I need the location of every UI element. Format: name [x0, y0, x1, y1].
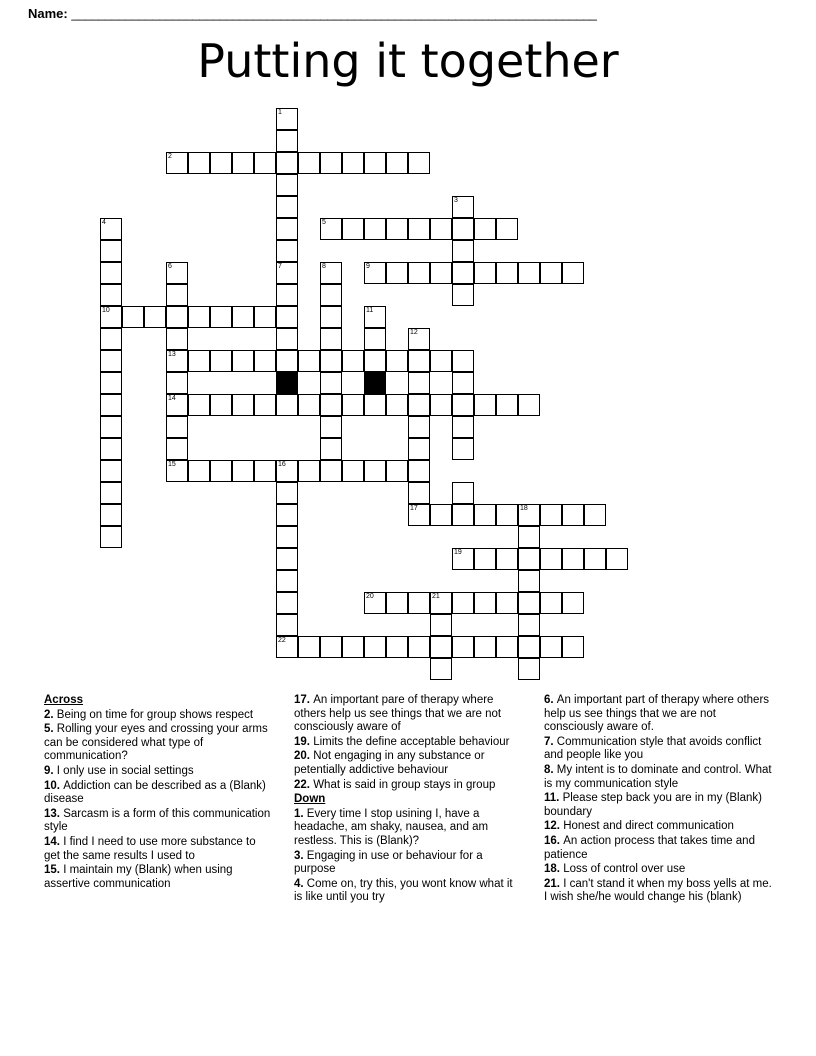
grid-cell[interactable]: [562, 548, 584, 570]
grid-cell[interactable]: [276, 548, 298, 570]
clue-number: 12.: [544, 820, 564, 833]
grid-cell[interactable]: [364, 262, 386, 284]
across-clue: [294, 750, 522, 777]
grid-cell[interactable]: [100, 350, 122, 372]
grid-cell-number: 16: [278, 461, 286, 468]
grid-cell[interactable]: [276, 526, 298, 548]
down-clue: [544, 764, 772, 791]
clue-text: Rolling your eyes and crossing your arms can be considered what type of communication?: [44, 723, 268, 763]
grid-cell[interactable]: [452, 416, 474, 438]
grid-cell[interactable]: [276, 108, 298, 130]
clue-number: 16.: [544, 834, 564, 847]
grid-cell[interactable]: [100, 482, 122, 504]
clue-text: Sarcasm is a form of this communication style: [44, 807, 271, 834]
across-clue: [44, 864, 272, 891]
grid-cell[interactable]: [320, 636, 342, 658]
name-blank-rule: ______________________________________________________________________________: [71, 6, 597, 21]
grid-cell-number: 13: [168, 351, 176, 358]
clue-number: 15.: [44, 864, 64, 877]
grid-cell[interactable]: [452, 262, 474, 284]
across-clue: [44, 765, 272, 779]
clue-number: 4.: [294, 877, 307, 890]
clue-text: Come on, try this, you wont know what it is like until you try: [294, 877, 513, 904]
grid-cell-number: 12: [410, 329, 418, 336]
grid-cell[interactable]: [408, 350, 430, 372]
grid-cell[interactable]: [100, 416, 122, 438]
grid-cell[interactable]: [320, 218, 342, 240]
grid-cell-number: 9: [366, 263, 370, 270]
grid-cell-number: 5: [322, 219, 326, 226]
grid-cell[interactable]: [386, 636, 408, 658]
grid-cell[interactable]: [100, 526, 122, 548]
grid-cell[interactable]: [188, 350, 210, 372]
grid-cell[interactable]: [100, 328, 122, 350]
grid-cell[interactable]: [232, 152, 254, 174]
grid-cell-number: 22: [278, 637, 286, 644]
clue-number: 20.: [294, 750, 314, 763]
grid-cell[interactable]: [298, 636, 320, 658]
grid-cell[interactable]: [166, 350, 188, 372]
grid-cell[interactable]: [496, 218, 518, 240]
grid-cell[interactable]: [364, 152, 386, 174]
grid-cell[interactable]: [232, 306, 254, 328]
grid-cell[interactable]: [606, 548, 628, 570]
clues-container: [44, 694, 772, 964]
grid-cell[interactable]: [452, 438, 474, 460]
grid-cell[interactable]: [342, 152, 364, 174]
grid-cell[interactable]: [430, 394, 452, 416]
down-clue: [544, 736, 772, 763]
clue-number: 11.: [544, 792, 563, 805]
grid-cell[interactable]: [276, 614, 298, 636]
grid-cell[interactable]: [452, 218, 474, 240]
grid-cell[interactable]: [562, 636, 584, 658]
down-clue: [544, 863, 772, 877]
grid-cell[interactable]: [386, 218, 408, 240]
grid-cell[interactable]: [100, 262, 122, 284]
grid-cell[interactable]: [430, 262, 452, 284]
clue-number: 19.: [294, 735, 314, 748]
clue-number: 21.: [544, 877, 564, 890]
grid-cell[interactable]: [320, 460, 342, 482]
clue-number: 14.: [44, 835, 64, 848]
clue-text: Please step back you are in my (Blank) boundary: [544, 792, 762, 818]
grid-cell[interactable]: [430, 218, 452, 240]
grid-cell[interactable]: [452, 240, 474, 262]
grid-cell[interactable]: [452, 372, 474, 394]
grid-cell[interactable]: [408, 152, 430, 174]
grid-cell[interactable]: [452, 196, 474, 218]
grid-cell[interactable]: [496, 262, 518, 284]
grid-cell[interactable]: [452, 284, 474, 306]
grid-cell[interactable]: [518, 636, 540, 658]
grid-cell[interactable]: [496, 636, 518, 658]
clue-number: 18.: [544, 863, 564, 876]
grid-cell[interactable]: [452, 504, 474, 526]
clue-number: 2.: [44, 708, 57, 721]
clue-number: 1.: [294, 807, 307, 820]
grid-cell[interactable]: [430, 592, 452, 614]
grid-cell[interactable]: [386, 460, 408, 482]
grid-cell-number: 1: [278, 109, 282, 116]
grid-cell[interactable]: [408, 394, 430, 416]
grid-cell[interactable]: [562, 504, 584, 526]
across-clue: [294, 779, 522, 793]
grid-cell[interactable]: [364, 306, 386, 328]
name-field-line: [28, 6, 788, 21]
grid-cell[interactable]: [518, 394, 540, 416]
clue-text: Engaging in use or behaviour for a purpose: [294, 849, 483, 876]
clue-number: 10.: [44, 779, 64, 792]
grid-cell[interactable]: [342, 394, 364, 416]
grid-cell[interactable]: [364, 460, 386, 482]
grid-cell[interactable]: [408, 482, 430, 504]
grid-cell[interactable]: [254, 350, 276, 372]
grid-cell[interactable]: [320, 372, 342, 394]
grid-cell[interactable]: [166, 438, 188, 460]
grid-cell[interactable]: [452, 636, 474, 658]
grid-cell[interactable]: [276, 284, 298, 306]
grid-cell[interactable]: [408, 218, 430, 240]
grid-cell[interactable]: [166, 394, 188, 416]
grid-cell[interactable]: [430, 636, 452, 658]
grid-cell[interactable]: [408, 328, 430, 350]
clue-text: I find I need to use more substance to get the same results I used to: [44, 835, 256, 862]
grid-cell[interactable]: [386, 394, 408, 416]
clue-text: An important part of therapy where others help us see things that we are not consciously aware of.: [544, 694, 770, 734]
grid-cell[interactable]: [276, 570, 298, 592]
grid-cell[interactable]: [276, 196, 298, 218]
grid-cell[interactable]: [100, 438, 122, 460]
grid-cell[interactable]: [188, 306, 210, 328]
across-clue: [294, 736, 522, 750]
grid-cell[interactable]: [540, 636, 562, 658]
grid-cell-number: 4: [102, 219, 106, 226]
clue-text: An action process that takes time and patience: [544, 834, 755, 861]
grid-cell[interactable]: [100, 240, 122, 262]
grid-cell[interactable]: [100, 306, 122, 328]
grid-cell[interactable]: [342, 218, 364, 240]
down-clue: [544, 878, 772, 905]
page-title: Putting it together: [197, 34, 619, 88]
grid-cell-number: 6: [168, 263, 172, 270]
grid-cell[interactable]: [188, 460, 210, 482]
grid-cell[interactable]: [540, 262, 562, 284]
clue-number: 3.: [294, 849, 307, 862]
grid-cell[interactable]: [342, 636, 364, 658]
grid-cell[interactable]: [540, 592, 562, 614]
grid-cell[interactable]: [276, 350, 298, 372]
grid-cell[interactable]: [276, 394, 298, 416]
across-clue: [44, 808, 272, 835]
grid-cell[interactable]: [518, 658, 540, 680]
grid-cell[interactable]: [254, 152, 276, 174]
grid-cell[interactable]: [540, 504, 562, 526]
grid-cell[interactable]: [166, 372, 188, 394]
grid-cell[interactable]: [276, 262, 298, 284]
grid-cell[interactable]: [584, 504, 606, 526]
clue-text: My intent is to dominate and control. What is my communication style: [544, 763, 772, 790]
down-clue: [294, 878, 522, 905]
down-heading: Down: [294, 793, 326, 806]
grid-cell[interactable]: [364, 394, 386, 416]
clue-text: Every time I stop usining I, have a headache, am shaky, nausea, and am restless. This is (Blank)?: [294, 807, 489, 847]
grid-cell[interactable]: [100, 284, 122, 306]
grid-cell[interactable]: [364, 218, 386, 240]
grid-cell[interactable]: [474, 504, 496, 526]
grid-cell[interactable]: [166, 328, 188, 350]
grid-cell[interactable]: [100, 394, 122, 416]
grid-cell[interactable]: [562, 262, 584, 284]
grid-cell[interactable]: [562, 592, 584, 614]
grid-cell[interactable]: [386, 262, 408, 284]
grid-cell[interactable]: [408, 372, 430, 394]
grid-cell[interactable]: [276, 152, 298, 174]
grid-cell[interactable]: [188, 152, 210, 174]
grid-cell[interactable]: [298, 152, 320, 174]
grid-cell[interactable]: [496, 504, 518, 526]
grid-cell[interactable]: [452, 350, 474, 372]
grid-cell-number: 21: [432, 593, 440, 600]
grid-cell[interactable]: [276, 240, 298, 262]
grid-cell[interactable]: [474, 218, 496, 240]
grid-cell[interactable]: [518, 614, 540, 636]
grid-cell[interactable]: [100, 504, 122, 526]
grid-cell[interactable]: [430, 350, 452, 372]
clue-text: Addiction can be described as a (Blank) disease: [44, 779, 266, 806]
grid-cell[interactable]: [430, 614, 452, 636]
grid-cell[interactable]: [364, 592, 386, 614]
grid-cell[interactable]: [254, 460, 276, 482]
grid-cell[interactable]: [298, 394, 320, 416]
down-clue: [544, 694, 772, 735]
grid-cell-number: 3: [454, 197, 458, 204]
grid-cell[interactable]: [518, 504, 540, 526]
grid-cell[interactable]: [276, 504, 298, 526]
grid-cell-number: 2: [168, 153, 172, 160]
grid-cell[interactable]: [276, 218, 298, 240]
grid-cell[interactable]: [100, 460, 122, 482]
grid-cell[interactable]: [474, 548, 496, 570]
grid-cell[interactable]: [496, 394, 518, 416]
grid-cell[interactable]: [474, 636, 496, 658]
grid-cell[interactable]: [320, 438, 342, 460]
grid-cell[interactable]: [144, 306, 166, 328]
crossword-grid: [78, 108, 738, 678]
name-label: Name:: [28, 6, 68, 21]
grid-cell[interactable]: [364, 328, 386, 350]
grid-cell[interactable]: [166, 284, 188, 306]
grid-cell-number: 20: [366, 593, 374, 600]
across-clue: [294, 694, 522, 735]
clue-text: Limits the define acceptable behaviour: [313, 735, 510, 748]
clue-text: Not engaging in any substance or petentially addictive behaviour: [294, 750, 485, 776]
clue-number: 7.: [544, 735, 557, 748]
grid-cell[interactable]: [408, 636, 430, 658]
grid-cell[interactable]: [364, 350, 386, 372]
grid-cell[interactable]: [320, 394, 342, 416]
grid-cell-number: 11: [366, 307, 374, 314]
clue-text: I can't stand it when my boss yells at me. I wish she/he would change his (blank): [544, 877, 772, 904]
grid-cell[interactable]: [210, 152, 232, 174]
grid-cell-blocked: [364, 372, 386, 394]
grid-cell[interactable]: [276, 306, 298, 328]
grid-cell[interactable]: [166, 262, 188, 284]
grid-cell-number: 19: [454, 549, 462, 556]
grid-cell[interactable]: [474, 592, 496, 614]
clue-text: Communication style that avoids conflict and people like you: [544, 735, 762, 762]
grid-cell[interactable]: [386, 350, 408, 372]
grid-cell[interactable]: [320, 284, 342, 306]
grid-cell[interactable]: [276, 460, 298, 482]
down-clue: [544, 792, 772, 819]
grid-cell[interactable]: [342, 350, 364, 372]
grid-cell[interactable]: [342, 460, 364, 482]
clue-text: An important pare of therapy where others help us see things that we are not consciously aware of: [294, 694, 502, 734]
grid-cell[interactable]: [298, 350, 320, 372]
grid-cell[interactable]: [166, 460, 188, 482]
clue-number: 22.: [294, 778, 314, 791]
clue-number: 13.: [44, 807, 64, 820]
grid-cell[interactable]: [474, 262, 496, 284]
across-clue: [44, 836, 272, 863]
down-clue: [544, 835, 772, 862]
grid-cell[interactable]: [474, 394, 496, 416]
grid-cell[interactable]: [320, 416, 342, 438]
clue-number: 8.: [544, 763, 557, 776]
grid-cell[interactable]: [518, 570, 540, 592]
grid-cell[interactable]: [276, 636, 298, 658]
grid-cell-number: 17: [410, 505, 418, 512]
clue-text: Honest and direct communication: [563, 820, 734, 833]
grid-cell[interactable]: [386, 152, 408, 174]
grid-cell[interactable]: [100, 218, 122, 240]
grid-cell[interactable]: [496, 592, 518, 614]
grid-cell[interactable]: [320, 306, 342, 328]
clue-text: Loss of control over use: [563, 863, 686, 876]
grid-cell[interactable]: [452, 548, 474, 570]
grid-cell[interactable]: [166, 152, 188, 174]
grid-cell-number: 8: [322, 263, 326, 270]
crossword-grid-container: [0, 108, 816, 678]
across-heading: Across: [44, 694, 83, 706]
grid-cell[interactable]: [122, 306, 144, 328]
grid-cell[interactable]: [188, 394, 210, 416]
grid-cell-number: 7: [278, 263, 282, 270]
grid-cell[interactable]: [100, 372, 122, 394]
grid-cell[interactable]: [408, 460, 430, 482]
grid-cell-number: 18: [520, 505, 528, 512]
grid-cell[interactable]: [276, 482, 298, 504]
grid-cell[interactable]: [408, 416, 430, 438]
grid-cell[interactable]: [496, 548, 518, 570]
clue-number: 17.: [294, 694, 314, 706]
grid-cell[interactable]: [540, 548, 562, 570]
clue-text: I only use in social settings: [56, 764, 194, 777]
grid-cell[interactable]: [254, 394, 276, 416]
clue-number: 9.: [44, 764, 57, 777]
grid-cell[interactable]: [452, 592, 474, 614]
down-clue: [294, 808, 522, 849]
grid-cell[interactable]: [430, 504, 452, 526]
grid-cell[interactable]: [210, 350, 232, 372]
grid-cell[interactable]: [320, 262, 342, 284]
grid-cell[interactable]: [386, 592, 408, 614]
grid-cell[interactable]: [166, 306, 188, 328]
grid-cell[interactable]: [276, 592, 298, 614]
grid-cell[interactable]: [232, 460, 254, 482]
grid-cell[interactable]: [276, 130, 298, 152]
grid-cell-blocked: [276, 372, 298, 394]
grid-cell[interactable]: [518, 592, 540, 614]
grid-cell[interactable]: [408, 504, 430, 526]
grid-cell[interactable]: [364, 636, 386, 658]
grid-cell[interactable]: [210, 394, 232, 416]
grid-cell[interactable]: [430, 658, 452, 680]
across-clue: [44, 723, 272, 764]
grid-cell[interactable]: [232, 394, 254, 416]
grid-cell[interactable]: [276, 328, 298, 350]
grid-cell[interactable]: [408, 262, 430, 284]
across-clue: [44, 709, 272, 723]
grid-cell[interactable]: [320, 328, 342, 350]
clue-number: 6.: [544, 694, 557, 706]
grid-cell-number: 10: [102, 307, 110, 314]
grid-cell[interactable]: [254, 306, 276, 328]
clue-text: What is said in group stays in group: [313, 778, 496, 791]
grid-cell[interactable]: [320, 350, 342, 372]
grid-cell[interactable]: [320, 152, 342, 174]
clue-number: 5.: [44, 723, 57, 736]
across-clue: [44, 780, 272, 807]
grid-cell[interactable]: [166, 416, 188, 438]
down-clue: [294, 850, 522, 877]
grid-cell[interactable]: [232, 350, 254, 372]
grid-cell[interactable]: [584, 548, 606, 570]
grid-cell[interactable]: [452, 394, 474, 416]
grid-cell[interactable]: [518, 262, 540, 284]
grid-cell-number: 15: [168, 461, 176, 468]
grid-cell[interactable]: [518, 548, 540, 570]
clue-text: I maintain my (Blank) when using assertive communication: [44, 864, 233, 890]
grid-cell[interactable]: [210, 306, 232, 328]
down-clue: [544, 820, 772, 834]
grid-cell[interactable]: [408, 438, 430, 460]
grid-cell[interactable]: [408, 592, 430, 614]
grid-cell-number: 14: [168, 395, 176, 402]
grid-cell[interactable]: [298, 460, 320, 482]
grid-cell[interactable]: [452, 482, 474, 504]
grid-cell[interactable]: [276, 174, 298, 196]
grid-cell[interactable]: [518, 526, 540, 548]
grid-cell[interactable]: [210, 460, 232, 482]
clue-text: Being on time for group shows respect: [56, 708, 254, 721]
